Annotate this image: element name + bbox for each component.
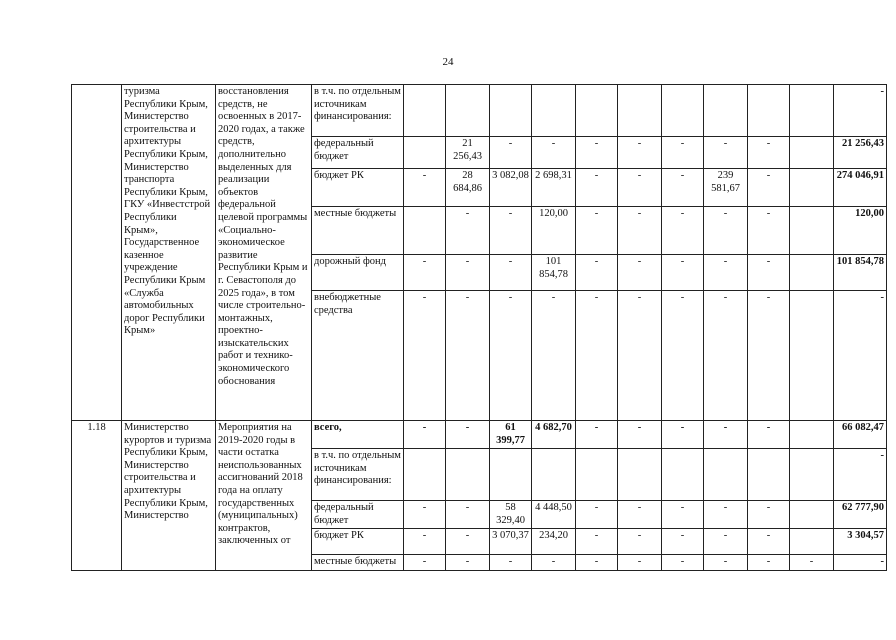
value-cell: - (704, 421, 748, 449)
value-cell: - (790, 555, 834, 571)
value-cell: - (748, 137, 790, 169)
source-cell: федеральный бюджет (312, 501, 404, 529)
value-cell (790, 85, 834, 137)
value-cell (790, 207, 834, 255)
source-cell: федеральный бюджет (312, 137, 404, 169)
value-cell: - (490, 555, 532, 571)
value-cell (662, 85, 704, 137)
total-cell: 101 854,78 (834, 255, 887, 291)
value-cell: - (576, 555, 618, 571)
value-cell: - (404, 291, 446, 421)
value-cell: - (490, 255, 532, 291)
value-cell: - (704, 501, 748, 529)
value-cell: - (532, 137, 576, 169)
value-cell (662, 449, 704, 501)
value-cell (790, 449, 834, 501)
total-cell: 66 082,47 (834, 421, 887, 449)
value-cell: - (704, 255, 748, 291)
value-cell: - (618, 421, 662, 449)
value-cell (404, 207, 446, 255)
value-cell: - (662, 169, 704, 207)
value-cell: - (446, 501, 490, 529)
value-cell: 234,20 (532, 529, 576, 555)
value-cell: - (532, 555, 576, 571)
value-cell (446, 449, 490, 501)
value-cell: - (748, 255, 790, 291)
value-cell: 3 070,37 (490, 529, 532, 555)
value-cell: - (662, 207, 704, 255)
total-cell: - (834, 85, 887, 137)
source-cell: всего, (312, 421, 404, 449)
value-cell (704, 449, 748, 501)
value-cell: - (748, 421, 790, 449)
value-cell: - (748, 501, 790, 529)
total-cell: - (834, 291, 887, 421)
value-cell: - (748, 169, 790, 207)
activity-cell: восстановления средств, не освоенных в 2017-2020 годах, а также средств, дополнительно выделенных для реализации объектов федеральной целевой программы «Социально-экономическое развитие Республики Крым и г. Севастополя до 2025 года», в том числе строительно-монтажных, проектно-изыскательских работ и технико-экономического обоснования (216, 85, 312, 421)
value-cell: - (662, 501, 704, 529)
value-cell: - (576, 255, 618, 291)
value-cell (490, 85, 532, 137)
value-cell: - (748, 291, 790, 421)
source-cell: местные бюджеты (312, 555, 404, 571)
value-cell: - (490, 291, 532, 421)
value-cell (446, 85, 490, 137)
value-cell: - (704, 291, 748, 421)
value-cell: - (490, 207, 532, 255)
value-cell: - (748, 529, 790, 555)
value-cell: - (704, 137, 748, 169)
source-cell: местные бюджеты (312, 207, 404, 255)
value-cell: - (576, 421, 618, 449)
value-cell (618, 85, 662, 137)
value-cell (490, 449, 532, 501)
value-cell: - (618, 255, 662, 291)
source-cell: внебюджетные средства (312, 291, 404, 421)
value-cell: 2 698,31 (532, 169, 576, 207)
value-cell: - (404, 169, 446, 207)
value-cell: - (618, 555, 662, 571)
source-cell: дорожный фонд (312, 255, 404, 291)
value-cell: - (576, 137, 618, 169)
value-cell: - (618, 501, 662, 529)
value-cell: 28 684,86 (446, 169, 490, 207)
table-body (72, 85, 887, 571)
total-cell: 62 777,90 (834, 501, 887, 529)
value-cell: - (490, 137, 532, 169)
source-cell: бюджет РК (312, 169, 404, 207)
value-cell (790, 291, 834, 421)
value-cell: - (404, 421, 446, 449)
value-cell: - (404, 501, 446, 529)
value-cell: 101 854,78 (532, 255, 576, 291)
value-cell: - (662, 529, 704, 555)
value-cell: - (662, 421, 704, 449)
value-cell: 4 448,50 (532, 501, 576, 529)
value-cell: 21 256,43 (446, 137, 490, 169)
total-cell: - (834, 449, 887, 501)
value-cell (748, 85, 790, 137)
value-cell: - (446, 421, 490, 449)
value-cell (790, 169, 834, 207)
value-cell: - (532, 291, 576, 421)
source-cell: в т.ч. по отдельным источникам финансирования: (312, 85, 404, 137)
value-cell (618, 449, 662, 501)
page-number: 24 (442, 56, 454, 68)
value-cell: - (404, 555, 446, 571)
value-cell: - (576, 291, 618, 421)
value-cell: - (662, 255, 704, 291)
value-cell: - (662, 291, 704, 421)
value-cell: - (446, 291, 490, 421)
value-cell: - (618, 529, 662, 555)
value-cell (532, 449, 576, 501)
value-cell: - (576, 501, 618, 529)
value-cell: - (662, 555, 704, 571)
value-cell: - (446, 255, 490, 291)
value-cell: 120,00 (532, 207, 576, 255)
value-cell (404, 85, 446, 137)
value-cell: - (618, 207, 662, 255)
value-cell: 3 082,08 (490, 169, 532, 207)
row-number-cell: 1.18 (72, 421, 122, 571)
value-cell: - (576, 207, 618, 255)
responsible-cell: Министерство курортов и туризма Республики Крым, Министерство строительства и архитектуры Республики Крым, Министерство (122, 421, 216, 571)
value-cell (576, 449, 618, 501)
table-row (72, 421, 887, 449)
total-cell: - (834, 555, 887, 571)
value-cell (748, 449, 790, 501)
budget-table (71, 84, 887, 571)
total-cell: 120,00 (834, 207, 887, 255)
value-cell (404, 137, 446, 169)
value-cell (532, 85, 576, 137)
value-cell: - (748, 207, 790, 255)
value-cell: - (446, 207, 490, 255)
value-cell: 58 329,40 (490, 501, 532, 529)
value-cell: - (404, 529, 446, 555)
source-cell: бюджет РК (312, 529, 404, 555)
value-cell: 61 399,77 (490, 421, 532, 449)
value-cell (576, 85, 618, 137)
value-cell: - (704, 555, 748, 571)
responsible-cell: туризма Республики Крым, Министерство строительства и архитектуры Республики Крым, Министерство транспорта Республики Крым, ГКУ «Инвестстрой Республики Крым», Государственное казенное учреждение Республики Крым «Служба автомобильных дорог Республики Крым» (122, 85, 216, 421)
activity-cell: Мероприятия на 2019-2020 годы в части остатка неиспользованных ассигнований 2018 года на оплату государственных (муниципальных) контрактов, заключенных от (216, 421, 312, 571)
value-cell: - (748, 555, 790, 571)
value-cell: - (446, 555, 490, 571)
value-cell: - (576, 529, 618, 555)
total-cell: 21 256,43 (834, 137, 887, 169)
source-cell: в т.ч. по отдельным источникам финансирования: (312, 449, 404, 501)
total-cell: 3 304,57 (834, 529, 887, 555)
total-cell: 274 046,91 (834, 169, 887, 207)
value-cell (790, 529, 834, 555)
value-cell: - (446, 529, 490, 555)
value-cell (790, 421, 834, 449)
value-cell: - (662, 137, 704, 169)
value-cell: - (576, 169, 618, 207)
value-cell (790, 255, 834, 291)
value-cell: 239 581,67 (704, 169, 748, 207)
value-cell: - (618, 169, 662, 207)
value-cell (704, 85, 748, 137)
row-number-cell (72, 85, 122, 421)
value-cell: - (618, 137, 662, 169)
value-cell: - (618, 291, 662, 421)
value-cell (790, 137, 834, 169)
table-row (72, 85, 887, 137)
value-cell: 4 682,70 (532, 421, 576, 449)
value-cell: - (404, 255, 446, 291)
value-cell: - (704, 529, 748, 555)
value-cell (790, 501, 834, 529)
value-cell: - (704, 207, 748, 255)
value-cell (404, 449, 446, 501)
